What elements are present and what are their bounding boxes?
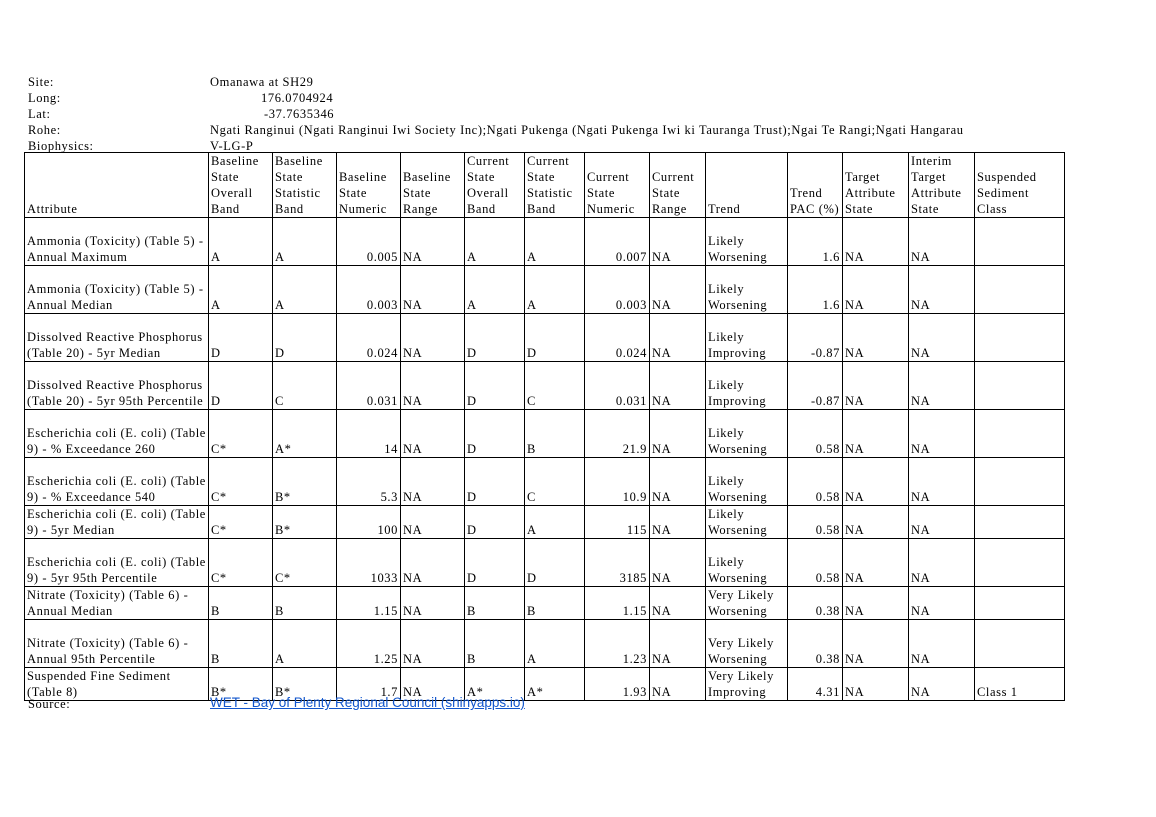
table-cell: 0.38 xyxy=(788,587,843,620)
header-cell: Attribute xyxy=(25,153,209,218)
table-row xyxy=(25,410,1065,458)
table-cell: D xyxy=(273,314,337,362)
table-cell xyxy=(975,410,1065,458)
table-cell: NA xyxy=(650,620,706,668)
table-cell: 10.9 xyxy=(585,458,650,506)
table-row xyxy=(25,539,1065,587)
table-row xyxy=(25,668,1065,701)
table-cell xyxy=(975,218,1065,266)
table-cell: C* xyxy=(209,506,273,539)
table-cell: A xyxy=(273,218,337,266)
header-cell: Trend PAC (%) xyxy=(788,153,843,218)
header-cell: Baseline State Range xyxy=(401,153,465,218)
table-cell: -0.87 xyxy=(788,314,843,362)
table-cell: NA xyxy=(401,620,465,668)
table-cell: 1033 xyxy=(337,539,401,587)
table-cell: B xyxy=(465,620,525,668)
table-cell: NA xyxy=(909,218,975,266)
table-cell: NA xyxy=(909,362,975,410)
table-cell: D xyxy=(209,362,273,410)
table-cell: Likely Improving xyxy=(706,362,788,410)
table-cell: NA xyxy=(909,668,975,701)
table-cell: 1.93 xyxy=(585,668,650,701)
table-cell: B* xyxy=(273,668,337,701)
table-cell: NA xyxy=(909,266,975,314)
table-cell: 21.9 xyxy=(585,410,650,458)
lat-label: Lat: xyxy=(28,107,51,121)
table-cell: D xyxy=(465,362,525,410)
header-cell: Current State Numeric xyxy=(585,153,650,218)
table-row xyxy=(25,362,1065,410)
table-cell: 4.31 xyxy=(788,668,843,701)
table-cell: NA xyxy=(843,539,909,587)
table-cell: Likely Improving xyxy=(706,314,788,362)
table-cell: Dissolved Reactive Phosphorus (Table 20) - 5yr Median xyxy=(25,314,209,362)
long-label: Long: xyxy=(28,91,61,105)
table-cell: Escherichia coli (E. coli) (Table 9) - 5yr 95th Percentile xyxy=(25,539,209,587)
table-cell: Likely Worsening xyxy=(706,410,788,458)
table-cell: A xyxy=(525,266,585,314)
table-cell xyxy=(975,539,1065,587)
table-cell xyxy=(975,620,1065,668)
table-cell: NA xyxy=(843,506,909,539)
table-row xyxy=(25,218,1065,266)
table-cell: 0.003 xyxy=(585,266,650,314)
table-cell: NA xyxy=(843,314,909,362)
table-cell: Suspended Fine Sediment (Table 8) xyxy=(25,668,209,701)
table-cell: 100 xyxy=(337,506,401,539)
table-cell: NA xyxy=(401,587,465,620)
source-link[interactable]: WET - Bay of Plenty Regional Council (shinyapps.io) xyxy=(210,695,525,710)
table-cell: NA xyxy=(843,410,909,458)
table-cell: NA xyxy=(843,668,909,701)
table-cell: NA xyxy=(909,620,975,668)
table-cell: B xyxy=(525,587,585,620)
table-cell: A xyxy=(525,218,585,266)
table-row xyxy=(25,458,1065,506)
table-cell xyxy=(975,266,1065,314)
biophysics-label: Biophysics: xyxy=(28,139,94,153)
table-cell: NA xyxy=(650,218,706,266)
table-cell xyxy=(975,458,1065,506)
table-cell: NA xyxy=(843,587,909,620)
table-cell: NA xyxy=(650,539,706,587)
table-cell: 0.031 xyxy=(337,362,401,410)
table-cell: NA xyxy=(650,314,706,362)
table-cell: Likely Worsening xyxy=(706,539,788,587)
header-cell: Target Attribute State xyxy=(843,153,909,218)
table-row xyxy=(25,266,1065,314)
table-cell: 0.024 xyxy=(585,314,650,362)
table-cell: B xyxy=(525,410,585,458)
table-cell: D xyxy=(465,410,525,458)
rohe-value: Ngati Ranginui (Ngati Ranginui Iwi Society Inc);Ngati Pukenga (Ngati Pukenga Iwi ki Tauranga Trust);Ngai Te Rangi;Ngati Hangarau xyxy=(210,123,964,137)
source-label: Source: xyxy=(28,697,71,711)
table-row xyxy=(25,587,1065,620)
table-cell: D xyxy=(525,314,585,362)
table-cell: Escherichia coli (E. coli) (Table 9) - 5yr Median xyxy=(25,506,209,539)
table-cell: D xyxy=(465,506,525,539)
table-cell: NA xyxy=(909,410,975,458)
table-cell: Likely Worsening xyxy=(706,506,788,539)
table-cell: NA xyxy=(401,266,465,314)
table-cell: D xyxy=(465,539,525,587)
header-cell: Interim Target Attribute State xyxy=(909,153,975,218)
table-cell: 3185 xyxy=(585,539,650,587)
table-cell: C* xyxy=(273,539,337,587)
biophysics-value: V-LG-P xyxy=(210,139,254,153)
table-cell xyxy=(975,506,1065,539)
table-cell: 0.024 xyxy=(337,314,401,362)
table-cell: 1.15 xyxy=(585,587,650,620)
table-cell: NA xyxy=(650,587,706,620)
table-cell: Ammonia (Toxicity) (Table 5) - Annual Maximum xyxy=(25,218,209,266)
table-body xyxy=(25,218,1065,701)
header-cell: Baseline State Statistic Band xyxy=(273,153,337,218)
table-cell: C* xyxy=(209,539,273,587)
table-cell: B xyxy=(209,620,273,668)
table-cell: D xyxy=(465,458,525,506)
table-cell: A xyxy=(525,620,585,668)
table-cell: NA xyxy=(843,218,909,266)
table-cell: 1.25 xyxy=(337,620,401,668)
table-cell: NA xyxy=(909,506,975,539)
lat-value: -37.7635346 xyxy=(264,107,335,121)
header-cell: Baseline State Overall Band xyxy=(209,153,273,218)
table-cell: B* xyxy=(273,506,337,539)
table-cell: A* xyxy=(273,410,337,458)
table-cell: NA xyxy=(401,539,465,587)
table-cell: NA xyxy=(650,668,706,701)
table-cell: 0.58 xyxy=(788,506,843,539)
table-cell: Escherichia coli (E. coli) (Table 9) - % Exceedance 260 xyxy=(25,410,209,458)
table-cell: NA xyxy=(843,362,909,410)
table-cell: Very Likely Worsening xyxy=(706,620,788,668)
table-cell: Very Likely Improving xyxy=(706,668,788,701)
table-cell: B* xyxy=(273,458,337,506)
long-value: 176.0704924 xyxy=(261,91,334,105)
table-cell: C xyxy=(525,458,585,506)
table-cell: 1.7 xyxy=(337,668,401,701)
rohe-label: Rohe: xyxy=(28,123,61,137)
table-cell: 0.031 xyxy=(585,362,650,410)
table-cell: NA xyxy=(401,668,465,701)
table-cell: -0.87 xyxy=(788,362,843,410)
table-cell: A xyxy=(209,218,273,266)
table-cell: NA xyxy=(843,458,909,506)
table-cell: D xyxy=(209,314,273,362)
table-cell: 1.23 xyxy=(585,620,650,668)
table-cell xyxy=(975,314,1065,362)
table-cell: 1.15 xyxy=(337,587,401,620)
table-cell: NA xyxy=(401,458,465,506)
site-value: Omanawa at SH29 xyxy=(210,75,314,89)
table-cell: A* xyxy=(525,668,585,701)
table-cell: Likely Worsening xyxy=(706,218,788,266)
table-cell: D xyxy=(525,539,585,587)
table-cell: B xyxy=(209,587,273,620)
table-cell xyxy=(975,362,1065,410)
table-cell: Nitrate (Toxicity) (Table 6) - Annual 95th Percentile xyxy=(25,620,209,668)
table-cell: 0.005 xyxy=(337,218,401,266)
header-cell: Trend xyxy=(706,153,788,218)
table-cell: B* xyxy=(209,668,273,701)
table-cell: Class 1 xyxy=(975,668,1065,701)
table-cell: Ammonia (Toxicity) (Table 5) - Annual Median xyxy=(25,266,209,314)
table-cell: NA xyxy=(401,506,465,539)
table-cell: NA xyxy=(909,539,975,587)
table-cell: 5.3 xyxy=(337,458,401,506)
table-cell: NA xyxy=(650,362,706,410)
table-cell: A xyxy=(525,506,585,539)
table-cell: 115 xyxy=(585,506,650,539)
table-cell: 1.6 xyxy=(788,218,843,266)
table-cell: C xyxy=(273,362,337,410)
table-cell: Likely Worsening xyxy=(706,266,788,314)
table-cell: A xyxy=(273,266,337,314)
header-cell: Current State Range xyxy=(650,153,706,218)
header-cell: Current State Overall Band xyxy=(465,153,525,218)
table-cell: NA xyxy=(401,410,465,458)
table-cell: 0.58 xyxy=(788,410,843,458)
table-cell: C xyxy=(525,362,585,410)
table-cell: NA xyxy=(843,266,909,314)
table-row xyxy=(25,506,1065,539)
table-cell: NA xyxy=(650,266,706,314)
table-cell: A xyxy=(465,218,525,266)
table-cell: B xyxy=(273,587,337,620)
site-label: Site: xyxy=(28,75,54,89)
table-cell: 14 xyxy=(337,410,401,458)
table-cell: Likely Worsening xyxy=(706,458,788,506)
header-cell: Baseline State Numeric xyxy=(337,153,401,218)
table-cell: NA xyxy=(401,218,465,266)
table-row xyxy=(25,620,1065,668)
table-cell: NA xyxy=(401,314,465,362)
table-cell: NA xyxy=(909,458,975,506)
table-cell: C* xyxy=(209,458,273,506)
table-cell: 0.003 xyxy=(337,266,401,314)
table-cell: NA xyxy=(650,410,706,458)
table-cell: NA xyxy=(843,620,909,668)
table-cell: Escherichia coli (E. coli) (Table 9) - % Exceedance 540 xyxy=(25,458,209,506)
table-cell: NA xyxy=(650,506,706,539)
table-cell: B xyxy=(465,587,525,620)
table-cell: Nitrate (Toxicity) (Table 6) - Annual Median xyxy=(25,587,209,620)
table-cell: NA xyxy=(401,362,465,410)
table-cell: NA xyxy=(909,314,975,362)
table-cell: Dissolved Reactive Phosphorus (Table 20) - 5yr 95th Percentile xyxy=(25,362,209,410)
table-cell: A* xyxy=(465,668,525,701)
table-cell: NA xyxy=(909,587,975,620)
table-cell: A xyxy=(465,266,525,314)
table-row xyxy=(25,314,1065,362)
table-cell xyxy=(975,587,1065,620)
table-cell: 1.6 xyxy=(788,266,843,314)
table-cell: A xyxy=(209,266,273,314)
table-cell: 0.38 xyxy=(788,620,843,668)
attribute-state-table xyxy=(24,152,1065,701)
table-header-row xyxy=(25,153,1065,218)
header-cell: Current State Statistic Band xyxy=(525,153,585,218)
table-cell: Very Likely Worsening xyxy=(706,587,788,620)
table-cell: 0.58 xyxy=(788,539,843,587)
table-cell: 0.007 xyxy=(585,218,650,266)
header-cell: Suspended Sediment Class xyxy=(975,153,1065,218)
table-cell: NA xyxy=(650,458,706,506)
table-cell: C* xyxy=(209,410,273,458)
table-cell: D xyxy=(465,314,525,362)
table-cell: 0.58 xyxy=(788,458,843,506)
table-cell: A xyxy=(273,620,337,668)
